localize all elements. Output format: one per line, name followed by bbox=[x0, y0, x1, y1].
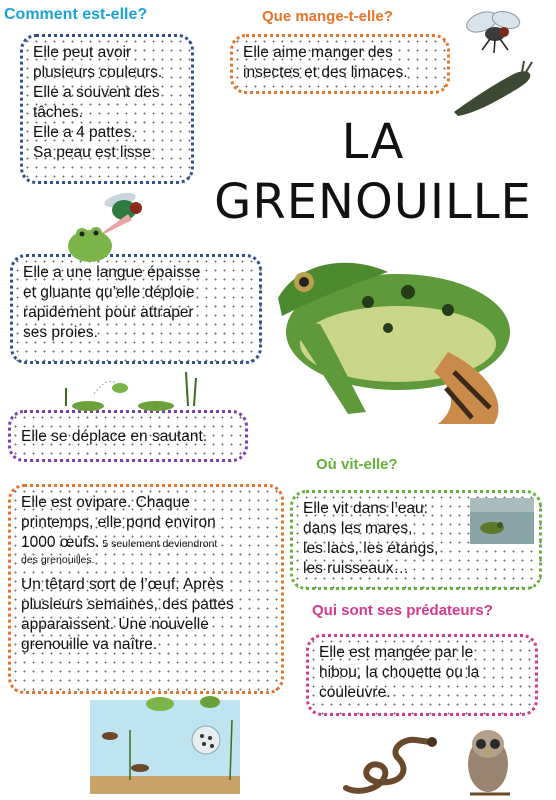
reproduction-box bbox=[8, 484, 284, 694]
text-line: Elle est mangée par le bbox=[319, 644, 474, 661]
text-line bbox=[21, 533, 271, 553]
predators-box bbox=[306, 634, 538, 716]
snake-icon bbox=[338, 728, 442, 798]
owl-icon bbox=[456, 718, 520, 798]
slug-icon bbox=[448, 58, 534, 120]
text-line: Elle a une langue épaisse bbox=[23, 264, 201, 281]
text-line: Elle se déplace en sautant. bbox=[21, 428, 208, 445]
text-line: tâches. bbox=[33, 104, 83, 121]
lily-pads-icon bbox=[58, 366, 208, 416]
text-line: Elle est ovipare. Chaque bbox=[21, 494, 190, 511]
eggs-count-text: 1000 œufs. bbox=[21, 534, 100, 551]
tadpole-paragraph bbox=[21, 575, 271, 655]
pond-photo bbox=[470, 498, 534, 544]
text-line: grenouille va naître. bbox=[21, 636, 158, 653]
fly-icon bbox=[462, 8, 528, 56]
text-line: insectes et des limaces. bbox=[243, 64, 408, 81]
text-line: les lacs, les étangs, bbox=[303, 540, 439, 557]
frog-illustration bbox=[258, 232, 528, 432]
small-note: des grenouilles. bbox=[21, 554, 95, 566]
title-line-1: LA bbox=[341, 114, 405, 170]
text-line: Elle a 4 pattes. bbox=[33, 124, 136, 141]
diet-box bbox=[230, 34, 450, 94]
movement-box bbox=[8, 410, 248, 462]
heading-comment-est-elle: Comment est-elle? bbox=[4, 6, 148, 23]
text-line: Elle peut avoir bbox=[33, 44, 132, 61]
description-box bbox=[20, 34, 194, 184]
text-line: et gluante qu’elle déploie bbox=[23, 284, 195, 301]
poster-title bbox=[198, 112, 548, 232]
text-line: plusieurs semaines, des pattes bbox=[21, 596, 234, 613]
tongue-box bbox=[10, 254, 262, 364]
text-line: Un têtard sort de l’œuf. Après bbox=[21, 576, 224, 593]
text-line: dans les mares, bbox=[303, 520, 413, 537]
frog-catching-fly-icon bbox=[62, 188, 174, 268]
text-line: ses proies. bbox=[23, 324, 98, 341]
text-line: Elle aime manger des bbox=[243, 44, 393, 61]
text-line: Elle vit dans l’eau: bbox=[303, 500, 428, 517]
text-line: plusieurs couleurs. bbox=[33, 64, 163, 81]
heading-predateurs: Qui sont ses prédateurs? bbox=[312, 602, 493, 619]
pond-life-cycle-illustration bbox=[90, 690, 240, 794]
text-line: printemps, elle pond environ bbox=[21, 514, 216, 531]
text-line: apparaissent. Une nouvelle bbox=[21, 616, 209, 633]
text-line: rapidement pour attraper bbox=[23, 304, 194, 321]
text-line: Elle a souvent des bbox=[33, 84, 160, 101]
title-line-2: GRENOUILLE bbox=[214, 174, 532, 230]
text-line: les ruisseaux… bbox=[303, 560, 409, 577]
text-line: Sa peau est lisse bbox=[33, 144, 152, 161]
text-line: couleuvre. bbox=[319, 684, 391, 701]
heading-que-mange-t-elle: Que mange-t-elle? bbox=[262, 8, 393, 25]
small-note: 5 seulement deviendront bbox=[99, 538, 218, 550]
heading-ou-vit-elle: Où vit-elle? bbox=[316, 456, 398, 473]
text-line: hibou, la chouette ou la bbox=[319, 664, 480, 681]
